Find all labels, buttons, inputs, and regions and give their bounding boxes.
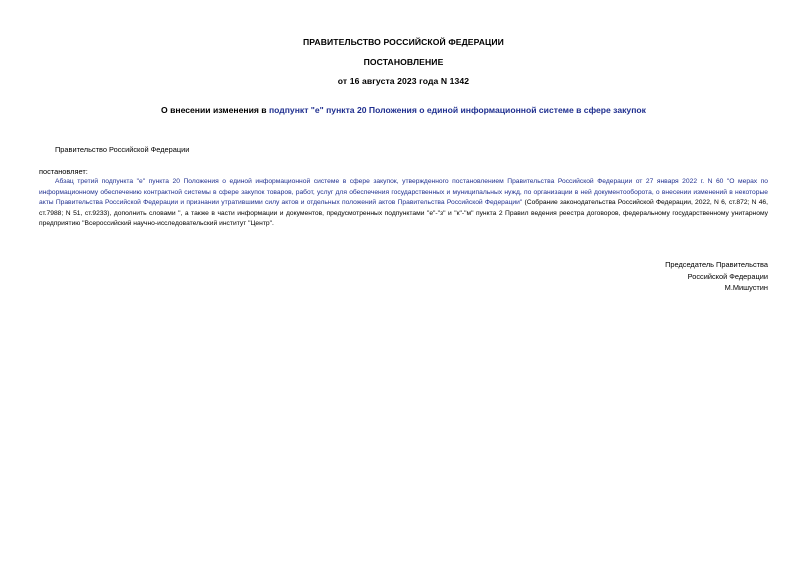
- government-heading: ПРАВИТЕЛЬСТВО РОССИЙСКОЙ ФЕДЕРАЦИИ: [303, 37, 504, 47]
- paragraph-rest: (Собрание законодательства Российской Федерации, 2022, N 6, ст.872; N 46, ст.7988; N 51, ст.9233), дополнить словами ", а также в части информации и документов, предусмотренных подпунктами "е"-"з" и "к"-"м" пункта 2 Правил ведения реестра договоров, федеральному государственному унитарному предприятию "Всероссийский научно-исследовательский институт "Центр".: [39, 199, 768, 228]
- resolves-line: постановляет:: [39, 167, 88, 176]
- signature-name: М.Мишустин: [724, 283, 768, 293]
- government-line: Правительство Российской Федерации: [55, 145, 190, 154]
- subject-prefix: О внесении изменения в: [161, 105, 269, 115]
- amended-act-link[interactable]: Абзац третий подпункта "е" пункта 20 Положения о единой информационной системе в сфере закупок, утвержденного постановлением Правительства Российской Федерации от 27 января 2022 г. N 60 "О мерах по информационному обеспечению контрактной системы в сфере закупок товаров, работ, услуг для обеспечения государственных и муниципальных нужд, по организации в ней документооборота, о внесении изменений в некоторые акты Правительства Российской Федерации и признании утратившими силу актов и отдельных положений актов Правительства Российской Федерации": [39, 178, 768, 207]
- signature-title-1: Председатель Правительства: [665, 260, 768, 269]
- resolution-paragraph: [39, 177, 768, 230]
- subject-link[interactable]: подпункт "е" пункта 20 Положения о единой информационной системе в сфере закупок: [268, 105, 646, 115]
- document-type-heading: ПОСТАНОВЛЕНИЕ: [363, 57, 444, 67]
- signature-title-2: Российской Федерации: [687, 271, 768, 281]
- document-subject: [0, 105, 807, 115]
- signature-block: [665, 259, 768, 294]
- date-number-heading: от 16 августа 2023 года N 1342: [337, 76, 470, 86]
